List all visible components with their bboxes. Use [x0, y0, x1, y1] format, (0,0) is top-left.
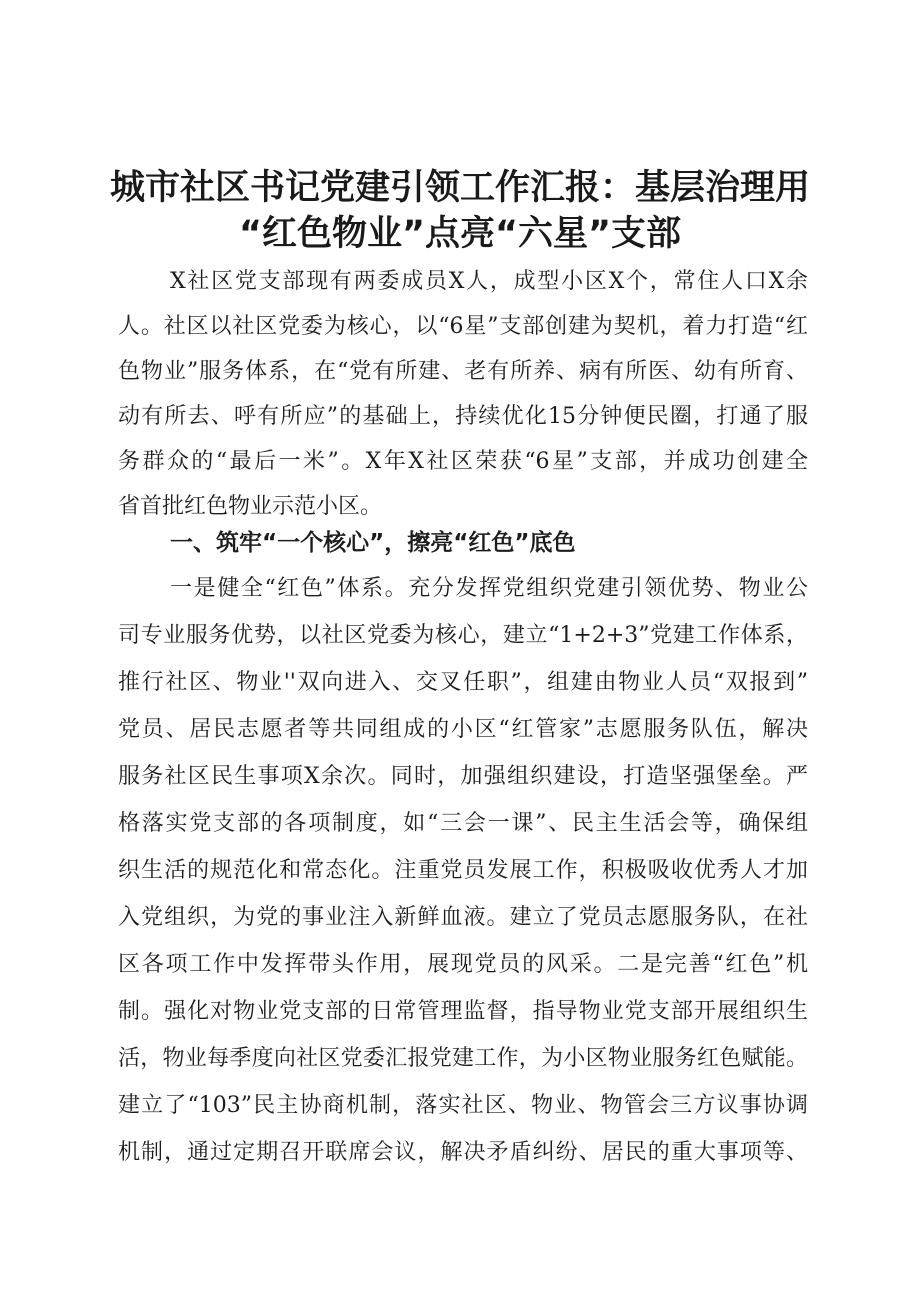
- intro-line: 省首批红色物业示范小区。: [118, 494, 383, 519]
- intro-line: 务群众的“最后一米”。X年X社区荣获“6星”支部，并成功创建全: [118, 449, 808, 474]
- body-line: 格落实党支部的各项制度，如“三会一课”、民主生活会等，确保组: [118, 811, 808, 836]
- body-line: 建立了“103”民主协商机制，落实社区、物业、物管会三方议事协调: [118, 1093, 808, 1118]
- intro-line: X社区党支部现有两委成员X人，成型小区X个，常住人口X余: [170, 269, 808, 294]
- body-line: 机制，通过定期召开联席会议，解决矛盾纠纷、居民的重大事项等、: [118, 1140, 808, 1165]
- body-line: 党员、居民志愿者等共同组成的小区“红管家”志愿服务队伍，解决: [118, 717, 808, 742]
- intro-line: 色物业”服务体系，在“党有所建、老有所养、病有所医、幼有所育、: [118, 359, 808, 384]
- body-line: 织生活的规范化和常态化。注重党员发展工作，积极吸收优秀人才加: [118, 858, 808, 883]
- body-line: 服务社区民生事项X余次。同时，加强组织建设，打造坚强堡垒。严: [118, 764, 808, 789]
- body-line: 活，物业每季度向社区党委汇报党建工作，为小区物业服务红色赋能。: [118, 1046, 808, 1071]
- body-line: 一是健全“红色”体系。充分发挥党组织党建引领优势、物业公: [170, 576, 808, 601]
- intro-line: 动有所去、呼有所应”的基础上，持续优化15分钟便民圈，打通了服: [118, 404, 808, 429]
- document-title-line-2: “红色物业”点亮“六星”支部: [238, 214, 681, 254]
- body-line: 入党组织，为党的事业注入新鲜血液。建立了党员志愿服务队，在社: [118, 905, 808, 930]
- body-line: 制。强化对物业党支部的日常管理监督，指导物业党支部开展组织生: [118, 999, 808, 1024]
- section-heading: 一、筑牢“一个核心”，擦亮“红色”底色: [170, 530, 576, 556]
- body-line: 区各项工作中发挥带头作用，展现党员的风采。二是完善“红色”机: [118, 952, 808, 977]
- body-line: 司专业服务优势，以社区党委为核心，建立“1+2+3”党建工作体系，: [118, 623, 808, 648]
- intro-line: 人。社区以社区党委为核心，以“6星”支部创建为契机，着力打造“红: [118, 314, 808, 339]
- document-title-line-1: 城市社区书记党建引领工作汇报：基层治理用: [110, 168, 811, 208]
- body-line: 推行社区、物业''双向进入、交叉任职”，组建由物业人员“双报到”: [118, 670, 808, 695]
